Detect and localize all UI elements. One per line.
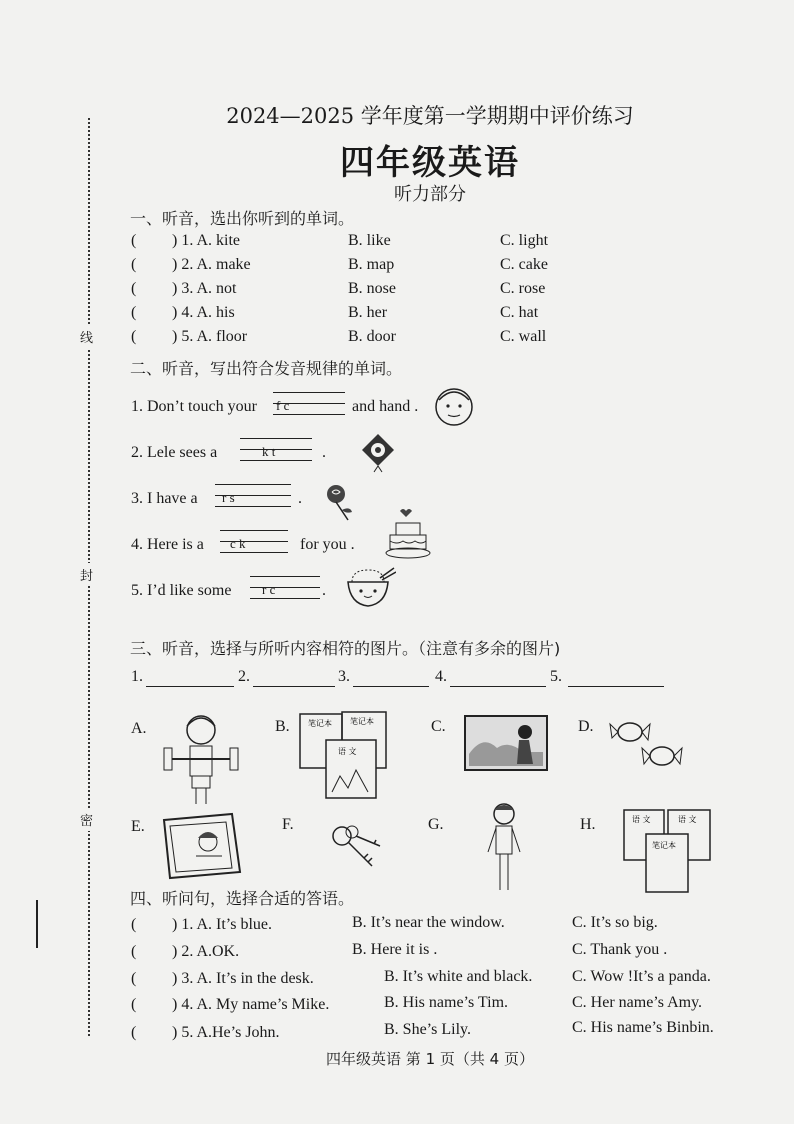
book-label: 语 文: [678, 815, 697, 824]
option-b: B. nose: [348, 280, 396, 297]
given-letters: r c: [262, 582, 276, 597]
notebooks-picture: [296, 710, 396, 802]
boy-standing-picture: [484, 800, 524, 894]
blank-label: 5.: [550, 668, 562, 685]
given-letters: c k: [230, 536, 246, 551]
rose-icon: [320, 482, 360, 524]
page-subtitle: 听力部分: [394, 184, 466, 205]
option-a: ) 3. A. not: [172, 280, 237, 297]
page-title: 四年级英语: [340, 143, 520, 183]
option-a: ) 5. A. floor: [172, 328, 248, 345]
book-label: 语 文: [338, 747, 357, 756]
candies-picture: [608, 716, 684, 772]
writing-line: [250, 587, 320, 588]
writing-line: [215, 484, 291, 485]
answer-blank: [353, 668, 429, 687]
option-a: ) 1. A. It’s blue.: [172, 916, 272, 933]
writing-line: [240, 449, 312, 450]
option-c: C. Her name’s Amy.: [572, 994, 703, 1011]
fill-sentence-1-end: and hand .: [352, 398, 419, 415]
section4-heading: 四、听问句，选择合适的答语。: [130, 889, 355, 908]
answer-blank: [146, 668, 234, 687]
option-c: C. Wow !It’s a panda.: [572, 968, 711, 985]
writing-line: [240, 438, 312, 439]
book-label: 语 文: [632, 815, 651, 824]
given-letters: k t: [262, 444, 276, 459]
picture-label-a: A.: [131, 720, 147, 737]
fill-sentence-5: 5. I’d like some: [131, 582, 232, 599]
option-c: C. wall: [500, 328, 547, 345]
option-a: ) 2. A.OK.: [172, 943, 240, 960]
girl-window-picture: [160, 812, 246, 880]
picture-label-h: H.: [580, 816, 596, 833]
fill-sentence-5-end: .: [322, 582, 326, 599]
option-b: B. her: [348, 304, 388, 321]
option-a: ) 3. A. It’s in the desk.: [172, 970, 314, 987]
section1-heading: 一、听音，选出你听到的单词。: [130, 209, 355, 228]
notebook-label: 笔记本: [652, 841, 676, 850]
list-item: (: [131, 232, 137, 249]
year-title: 2024—2025 学年度第一学期期中评价练习: [226, 104, 634, 128]
picture-label-f: F.: [282, 816, 294, 833]
section3-heading: 三、听音，选择与所听内容相符的图片。（注意有多余的图片): [130, 639, 561, 658]
picture-label-e: E.: [131, 818, 145, 835]
picture-label-c: C.: [431, 718, 446, 735]
blank-label: 2.: [238, 668, 250, 685]
option-b: B. map: [348, 256, 395, 273]
option-a: ) 4. A. his: [172, 304, 235, 321]
writing-line: [250, 576, 320, 577]
list-item: (: [131, 1024, 137, 1041]
writing-line: [220, 552, 288, 553]
blank-label: 3.: [338, 668, 350, 685]
writing-line: [273, 392, 345, 393]
writing-line: [250, 598, 320, 599]
option-b: B. It’s white and black.: [384, 968, 533, 985]
option-b: B. Here it is .: [352, 941, 438, 958]
option-c: C. His name’s Binbin.: [572, 1019, 714, 1036]
option-c: C. It’s so big.: [572, 914, 658, 931]
list-item: (: [131, 280, 137, 297]
fill-sentence-1: 1. Don’t touch your: [131, 398, 257, 415]
writing-line: [215, 506, 291, 507]
face-icon: [433, 386, 475, 428]
option-b: B. His name’s Tim.: [384, 994, 509, 1011]
window-picture: [463, 714, 549, 774]
chinese-books-picture: [622, 808, 712, 896]
list-item: (: [131, 916, 137, 933]
page-footer: 四年级英语 第 1 页（共 4 页）: [326, 1050, 534, 1068]
fill-sentence-2: 2. Lele sees a: [131, 444, 218, 461]
keys-picture: [328, 822, 384, 878]
fill-sentence-4-end: for you .: [300, 536, 355, 553]
cake-icon: [385, 505, 431, 563]
notebook-label: 笔记本: [350, 717, 374, 726]
binding-char-mi: 密: [80, 808, 93, 831]
list-item: (: [131, 970, 137, 987]
picture-label-b: B.: [275, 718, 290, 735]
list-item: (: [131, 996, 137, 1013]
binding-char-xian: 线: [80, 325, 93, 348]
answer-blank: [450, 668, 546, 687]
fill-sentence-2-end: .: [322, 444, 326, 461]
answer-blank: [568, 668, 664, 687]
writing-line: [220, 530, 288, 531]
rice-bowl-icon: [344, 564, 396, 610]
blank-label: 1.: [131, 668, 143, 685]
fill-sentence-3-end: .: [298, 490, 302, 507]
option-c: C. rose: [500, 280, 546, 297]
list-item: (: [131, 943, 137, 960]
given-letters: r s: [222, 490, 235, 505]
option-b: B. like: [348, 232, 391, 249]
option-b: B. door: [348, 328, 396, 345]
option-a: ) 4. A. My name’s Mike.: [172, 996, 330, 1013]
picture-label-g: G.: [428, 816, 444, 833]
writing-line: [240, 460, 312, 461]
option-a: ) 1. A. kite: [172, 232, 240, 249]
answer-blank: [253, 668, 335, 687]
list-item: (: [131, 256, 137, 273]
margin-mark: [36, 900, 38, 948]
blank-label: 4.: [435, 668, 447, 685]
option-b: B. It’s near the window.: [352, 914, 505, 931]
list-item: (: [131, 304, 137, 321]
section2-heading: 二、听音，写出符合发音规律的单词。: [130, 359, 403, 378]
notebook-label: 笔记本: [308, 719, 332, 728]
given-letters: f c: [276, 398, 290, 413]
option-c: C. Thank you .: [572, 941, 668, 958]
option-a: ) 2. A. make: [172, 256, 251, 273]
option-c: C. light: [500, 232, 549, 249]
picture-label-d: D.: [578, 718, 594, 735]
option-c: C. hat: [500, 304, 539, 321]
kite-icon: [356, 430, 400, 474]
binding-char-feng: 封: [80, 563, 93, 586]
option-a: ) 5. A.He’s John.: [172, 1024, 280, 1041]
list-item: (: [131, 328, 137, 345]
fill-sentence-3: 3. I have a: [131, 490, 198, 507]
writing-line: [273, 414, 345, 415]
fill-sentence-4: 4. Here is a: [131, 536, 204, 553]
weightlifting-boy-picture: [160, 708, 242, 808]
option-b: B. She’s Lily.: [384, 1021, 471, 1038]
option-c: C. cake: [500, 256, 548, 273]
